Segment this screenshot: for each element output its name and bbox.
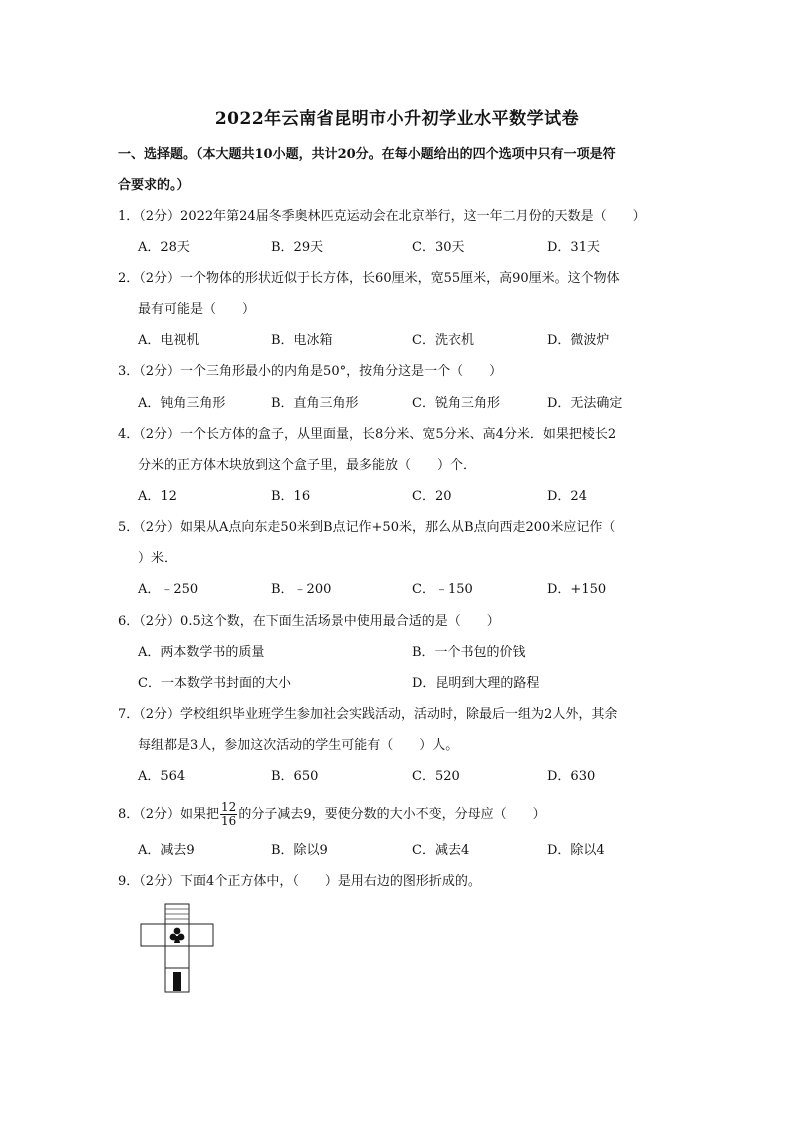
q4-option-c[interactable]: C．20: [412, 489, 452, 504]
net-face-lower: [165, 946, 189, 968]
q8-option-d[interactable]: D．除以4: [547, 843, 605, 858]
question-4: 4．（2分）一个长方体的盒子，从里面量，长8分米、宽5分米、高4分米．如果把棱长2: [118, 427, 617, 442]
q1-option-d[interactable]: D．31天: [547, 240, 600, 255]
black-bar-mark: [173, 972, 181, 991]
question-2-cont: 最有可能是（ ）: [138, 302, 256, 317]
question-8-prefix: 8．（2分）如果把: [118, 807, 220, 822]
q6-option-c[interactable]: C．一本数学书封面的大小: [138, 676, 291, 691]
q7-option-d[interactable]: D．630: [547, 769, 596, 784]
cube-net-figure: [138, 902, 218, 994]
q2-option-b[interactable]: B．电冰箱: [271, 333, 333, 348]
q1-option-a[interactable]: A．28天: [138, 240, 190, 255]
q5-option-b[interactable]: B．﹣200: [271, 582, 332, 597]
question-3: 3．（2分）一个三角形最小的内角是50°，按角分这是一个（ ）: [118, 364, 503, 379]
net-face-right: [189, 924, 213, 946]
question-8: [118, 800, 546, 830]
q4-option-a[interactable]: A．12: [138, 489, 177, 504]
q6-option-b[interactable]: B．一个书包的价钱: [412, 645, 526, 660]
fraction: [220, 801, 237, 828]
section-heading-cont: 合要求的。）: [118, 178, 190, 193]
page-title: 2022年云南省昆明市小升初学业水平数学试卷: [214, 109, 580, 129]
q3-option-c[interactable]: C．锐角三角形: [412, 396, 500, 411]
question-7: 7．（2分）学校组织毕业班学生参加社会实践活动，活动时，除最后一组为2人外，其余: [118, 707, 618, 722]
q2-option-c[interactable]: C．洗衣机: [412, 333, 474, 348]
question-2: 2．（2分）一个物体的形状近似于长方体，长60厘米，宽55厘米，高90厘米。这个物体: [118, 271, 620, 286]
q2-option-d[interactable]: D．微波炉: [547, 333, 610, 348]
q4-option-d[interactable]: D．24: [547, 489, 587, 504]
q4-option-b[interactable]: B．16: [271, 489, 311, 504]
q7-option-b[interactable]: B．650: [271, 769, 319, 784]
q5-option-c[interactable]: C．﹣150: [412, 582, 473, 597]
net-face-left: [141, 924, 165, 946]
fraction-denominator: 16: [221, 814, 237, 828]
question-8-suffix: 的分子减去9，要使分数的大小不变，分母应（ ）: [238, 807, 546, 822]
q6-option-d[interactable]: D．昆明到大理的路程: [412, 676, 540, 691]
q8-option-b[interactable]: B．除以9: [271, 843, 328, 858]
q8-option-c[interactable]: C．减去4: [412, 843, 470, 858]
question-9: 9．（2分）下面4个正方体中，（ ）是用右边的图形折成的。: [118, 874, 481, 889]
q7-option-c[interactable]: C．520: [412, 769, 460, 784]
q1-option-b[interactable]: B．29天: [271, 240, 324, 255]
question-7-cont: 每组都是3人，参加这次活动的学生可能有（ ）人。: [138, 738, 459, 753]
section-heading: 一、选择题。（本大题共10小题，共计20分。在每小题给出的四个选项中只有一项是符: [118, 147, 616, 162]
q6-option-a[interactable]: A．两本数学书的质量: [138, 645, 265, 660]
q5-option-a[interactable]: A．﹣250: [138, 582, 199, 597]
q8-option-a[interactable]: A．减去9: [138, 843, 195, 858]
q3-option-d[interactable]: D．无法确定: [547, 396, 623, 411]
q3-option-b[interactable]: B．直角三角形: [271, 396, 359, 411]
q1-option-c[interactable]: C．30天: [412, 240, 465, 255]
q5-option-d[interactable]: D．+150: [547, 582, 607, 597]
question-4-cont: 分米的正方体木块放到这个盒子里，最多能放（ ）个．: [138, 458, 477, 473]
q2-option-a[interactable]: A．电视机: [138, 333, 200, 348]
question-5: 5．（2分）如果从A点向东走50米到B点记作+50米，那么从B点向西走200米应记作（: [118, 520, 616, 535]
question-6: 6．（2分）0.5这个数，在下面生活场景中使用最合适的是（ ）: [118, 614, 500, 629]
q7-option-a[interactable]: A．564: [138, 769, 186, 784]
fraction-numerator: 12: [221, 800, 237, 814]
q3-option-a[interactable]: A．钝角三角形: [138, 396, 226, 411]
question-5-cont: ）米．: [138, 551, 178, 566]
question-1: 1．（2分）2022年第24届冬季奥林匹克运动会在北京举行，这一年二月份的天数是（ ）: [118, 209, 646, 224]
